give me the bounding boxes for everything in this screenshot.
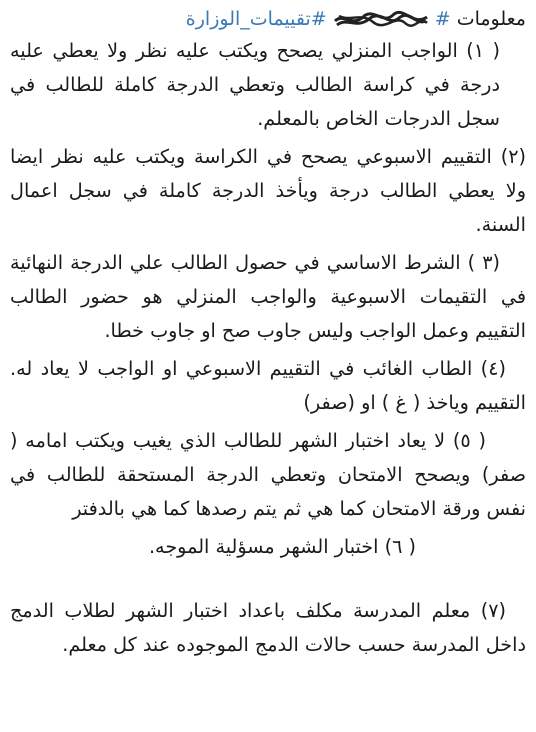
redacted-hashtag-symbol: # — [434, 8, 451, 30]
paragraph-5: ( ٥) لا يعاد اختبار الشهر للطالب الذي يغيب ويكتب امامه ( صفر) ويصحح الامتحان وتعطي الدرجة المستحقة للطالب في نفس ورقة الامتحان كما هي ثم يتم رصدها كما هي بالدفتر — [10, 429, 526, 520]
redaction-scribble-icon — [333, 9, 429, 31]
post-header — [10, 4, 526, 34]
paragraph-spacer — [10, 564, 526, 594]
paragraph-1: ( ١) الواجب المنزلي يصحح ويكتب عليه نظر ولا يعطي عليه درجة في كراسة الطالب وتعطي الدرجة كاملة للطالب في سجل الدرجات الخاص بالمعلم. — [10, 39, 501, 130]
paragraph-6: ( ٦) اختبار الشهر مسؤلية الموجه. — [148, 535, 416, 558]
redacted-hashtag[interactable] — [333, 5, 451, 33]
paragraph-4: (٤) الطاب الغائب في التقييم الاسبوعي او الواجب لا يعاد له. التقييم وياخذ ( غ ) او (صفر) — [10, 357, 526, 414]
header-label: معلومات — [456, 8, 526, 30]
paragraph-2: (٢) التقييم الاسبوعي يصحح في الكراسة ويكتب عليه نظر ايضا ولا يعطي الطالب درجة ويأخذ الدرجة كاملة في سجل اعمال السنة. — [10, 145, 526, 236]
paragraph-3: (٣ ) الشرط الاساسي في حصول الطالب علي الدرجة النهائية في التقيمات الاسبوعية والواجب المنزلي هو حضور الطالب التقييم وعمل الواجب وليس جاوب صح او جاوب خطا. — [10, 251, 526, 342]
paragraph-7: (٧) معلم المدرسة مكلف باعداد اختبار الشهر لطلاب الدمج داخل المدرسة حسب حالات الدمج الموجوده عند كل معلم. — [10, 599, 526, 656]
hashtag-ministry-assessments[interactable]: #تقييمات_الوزارة — [185, 8, 327, 30]
